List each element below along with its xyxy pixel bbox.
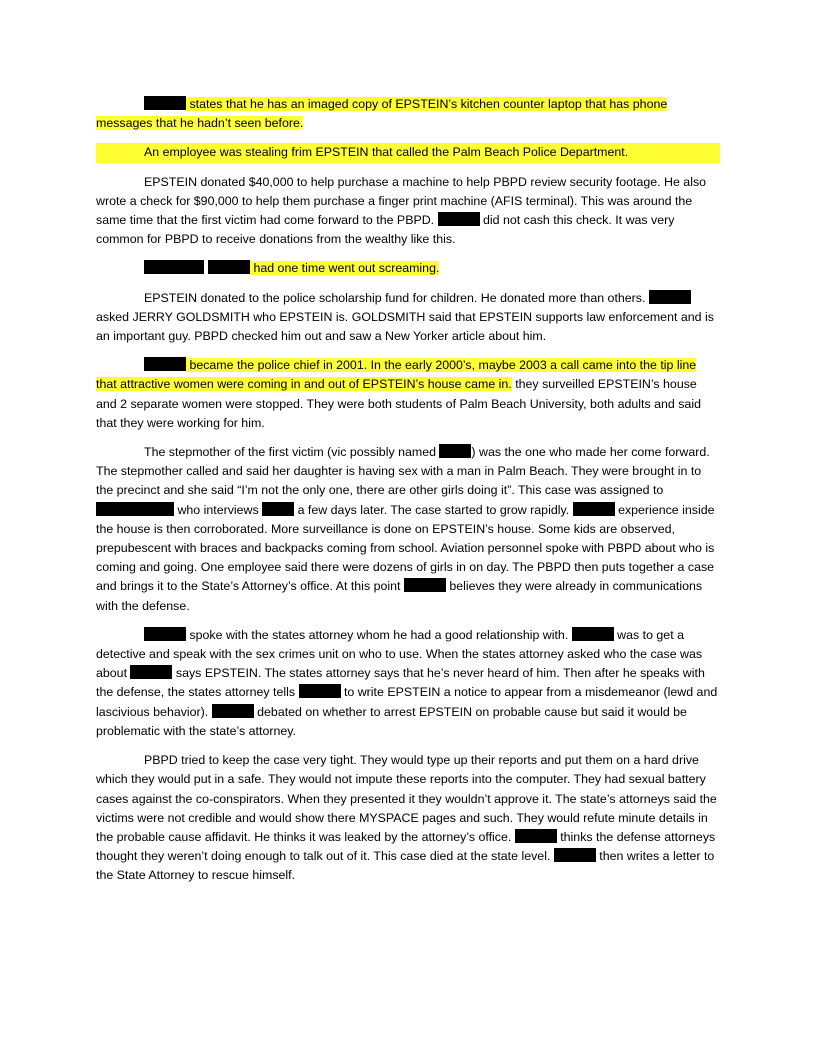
paragraph-text: debated on whether to arrest EPSTEIN on probable cause but said it would be problematic with the state’s attorney.	[96, 704, 687, 738]
redaction-bar	[262, 502, 294, 516]
paragraph-p1	[96, 95, 720, 133]
paragraph-text: asked JERRY GOLDSMITH who EPSTEIN is. GOLDSMITH said that EPSTEIN supports law enforcement and is an important guy. PBPD checked him out and saw a New Yorker article about him.	[96, 309, 714, 344]
paragraph-text: was to get a detective and speak with the sex crimes unit on who to use. When the states attorney asked who the case was about	[96, 627, 703, 681]
paragraph-text: thinks the defense attorneys thought they weren’t doing enough to talk out of it. This case died at the state level.	[96, 829, 716, 864]
paragraph-text: became the police chief in 2001. In the early 2000’s, maybe 2003 a call came into the tip line that attractive women were coming in and out of EPSTEIN’s house came in.	[96, 358, 697, 392]
paragraph-p9	[96, 751, 720, 885]
paragraph-text: to write EPSTEIN a notice to appear from a misdemeanor (lewd and lascivious behavior).	[96, 685, 718, 719]
redaction-bar	[130, 665, 172, 679]
redaction-bar	[438, 212, 480, 226]
paragraph-p4	[96, 259, 720, 278]
redaction-bar	[144, 96, 186, 110]
redaction-bar	[515, 829, 557, 843]
paragraph-p6	[96, 356, 720, 433]
paragraph-p8	[96, 626, 720, 741]
paragraph-text: ) was the one who made her come forward. The stepmother called and said her daughter is having sex with a man in Palm Beach. They were brought in to the precinct and she said “I’m not the only one, there are other girls doing it”. This case was assigned to	[96, 445, 710, 498]
redaction-bar	[144, 357, 186, 371]
paragraph-text: PBPD tried to keep the case very tight. They would type up their reports and put them on a hard drive which they would put in a safe. They would not impute these reports into the computer. They had sexual battery cases against the co-conspirators. When they presented it they wouldn’t approve it. The state’s attorneys said the victims were not credible and would show there MYSPACE pages and such. They would refute minute details in the probable cause affidavit. He thinks it was leaked by the attorney’s office.	[96, 753, 717, 844]
redaction-bar	[208, 260, 250, 274]
paragraph-text: states that he has an imaged copy of EPSTEIN’s kitchen counter laptop that has phone messages that he hadn’t seen before.	[96, 97, 668, 131]
paragraph-text: spoke with the states attorney whom he had a good relationship with.	[186, 627, 572, 642]
paragraph-text: believes they were already in communications with the defense.	[96, 579, 703, 613]
highlight-block	[96, 143, 720, 162]
document-page	[96, 95, 720, 896]
paragraph-text: says EPSTEIN. The states attorney says that he’s never heard of him. Then after he speaks with the defense, the states attorney tells	[96, 666, 705, 700]
redaction-bar	[144, 627, 186, 641]
paragraph-text: they surveilled EPSTEIN’s house and 2 separate women were stopped. They were both students of Palm Beach University, both adults and said that they were working for him.	[96, 377, 701, 430]
redaction-bar	[299, 684, 341, 698]
redaction-bar	[572, 627, 614, 641]
redaction-bar	[649, 290, 691, 304]
paragraph-text: had one time went out screaming.	[250, 261, 440, 276]
redaction-bar	[439, 444, 471, 458]
paragraph-text: EPSTEIN donated to the police scholarship fund for children. He donated more than others.	[144, 290, 649, 305]
paragraph-text: a few days later. The case started to grow rapidly.	[294, 502, 573, 517]
redaction-bar	[573, 502, 615, 516]
paragraph-p5	[96, 289, 720, 347]
paragraph-text: who interviews	[174, 502, 263, 517]
paragraph-p7	[96, 443, 720, 616]
redaction-bar	[554, 848, 596, 862]
paragraph-text: An employee was stealing frim EPSTEIN that called the Palm Beach Police Department.	[144, 145, 629, 160]
paragraph-text: The stepmother of the first victim (vic possibly named	[144, 445, 440, 460]
paragraph-text: then writes a letter to the State Attorney to rescue himself.	[96, 849, 715, 883]
paragraph-p3	[96, 173, 720, 250]
redaction-bar	[96, 502, 174, 516]
paragraph-text: EPSTEIN donated $40,000 to help purchase a machine to help PBPD review security footage. He also wrote a check for $90,000 to help them purchase a finger print machine (AFIS terminal). This was around the same time that the first victim had come forward to the PBPD.	[96, 174, 707, 228]
redaction-bar	[404, 578, 446, 592]
redaction-bar	[144, 260, 204, 274]
paragraph-p2	[96, 143, 720, 162]
paragraph-text: did not cash this check. It was very common for PBPD to receive donations from the wealthy like this.	[96, 213, 675, 247]
paragraph-text: experience inside the house is then corroborated. More surveillance is done on EPSTEIN’s house. Some kids are observed, prepubescent with braces and backpacks coming from school. Aviation personnel spoke with PBPD about who is coming and going. One employee said there were dozens of girls in on day. The PBPD then puts together a case and brings it to the State’s Attorney’s office. At this point	[96, 502, 715, 594]
redaction-bar	[212, 704, 254, 718]
